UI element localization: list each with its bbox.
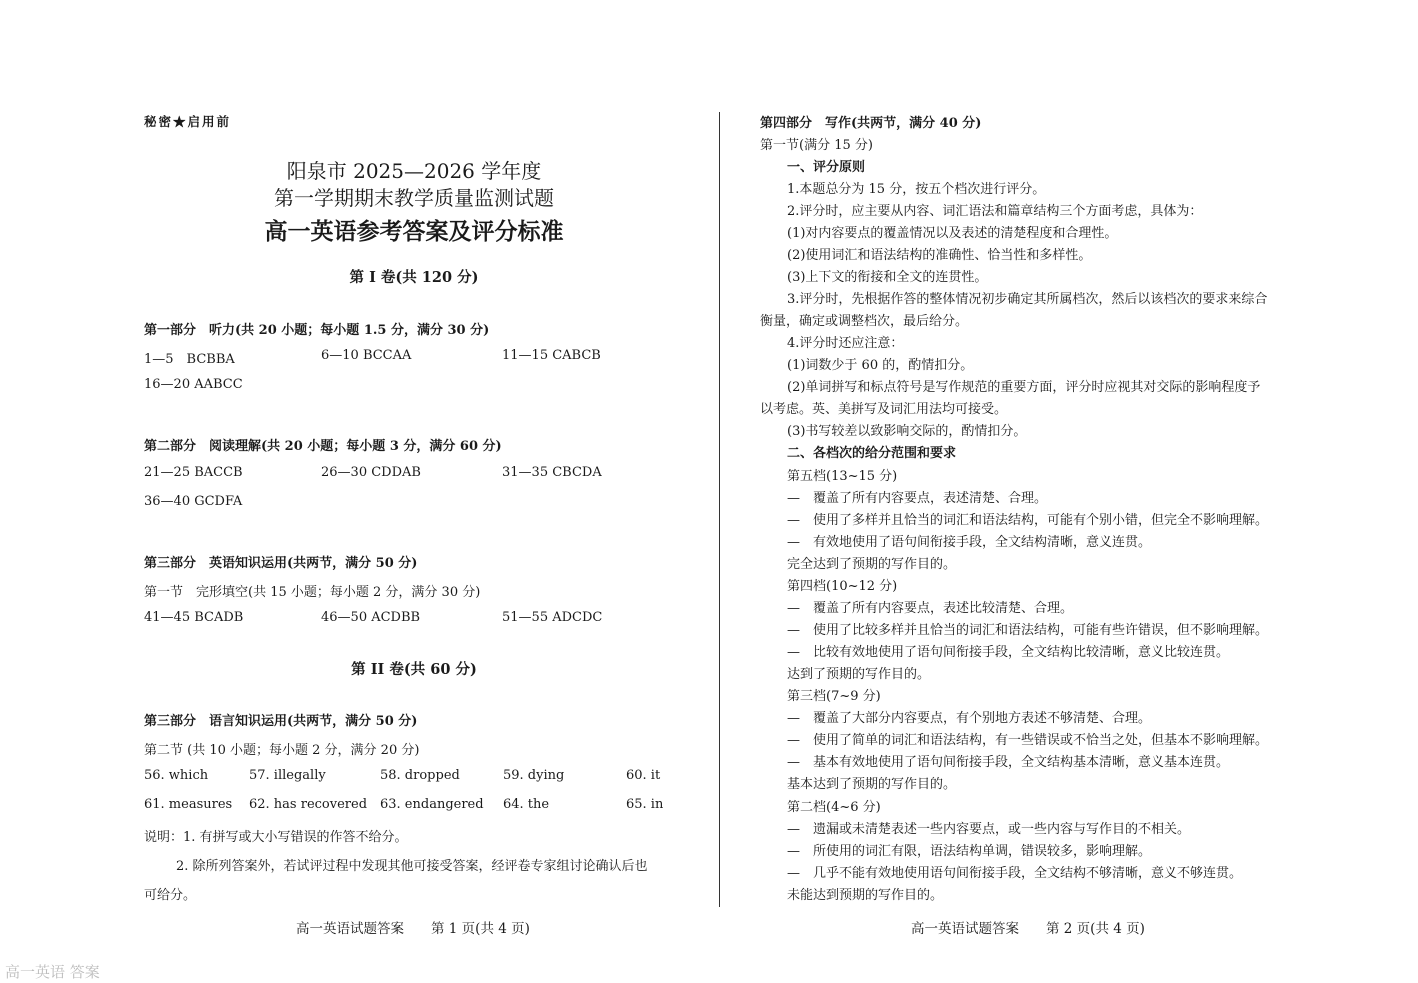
level-2-item: — 遗漏或未清楚表述一些内容要点，或一些内容与写作目的不相关。 [787, 822, 1191, 837]
level-3-item: — 使用了简单的词汇和语法结构，有一些错误或不恰当之处，但基本不影响理解。 [787, 733, 1269, 748]
level-5: 第五档(13~15 分) [787, 469, 898, 484]
level-5-item: — 有效地使用了语句间衔接手段，全文结构清晰，意义连贯。 [787, 535, 1152, 550]
fill-answer: 59. dying [503, 768, 565, 783]
fill-answer: 65. in [626, 797, 664, 812]
answer-group: 11—15 CABCB [502, 348, 601, 363]
principle-4b: (2)单词拼写和标点符号是写作规范的重要方面，评分时应视其对交际的影响程度予 [787, 380, 1261, 395]
principle-4c: (3)书写较差以致影响交际的，酌情扣分。 [787, 424, 1027, 439]
level-2: 第二档(4~6 分) [787, 800, 881, 815]
fill-answer: 64. the [503, 797, 550, 812]
main-title: 高一英语参考答案及评分标准 [264, 218, 564, 245]
level-5-summary: 完全达到了预期的写作目的。 [787, 557, 957, 572]
principle-2b: (2)使用词汇和语法结构的准确性、恰当性和多样性。 [787, 248, 1092, 263]
level-5-item: — 覆盖了所有内容要点，表述清楚、合理。 [787, 491, 1048, 506]
level-4: 第四档(10~12 分) [787, 579, 898, 594]
part3-section1: 第一节 完形填空(共 15 小题；每小题 2 分，满分 30 分) [144, 585, 481, 600]
level-2-summary: 未能达到预期的写作目的。 [787, 888, 944, 903]
principle-3: 3.评分时，先根据作答的整体情况初步确定其所属档次，然后以该档次的要求来综合 [787, 292, 1268, 307]
page-footer-right: 高一英语试题答案 第 2 页(共 4 页) [911, 921, 1145, 937]
level-3-summary: 基本达到了预期的写作目的。 [787, 777, 957, 792]
fill-answer: 57. illegally [249, 768, 326, 783]
watermark: 高一英语 答案 [5, 963, 100, 981]
level-4-item: — 覆盖了所有内容要点，表述比较清楚、合理。 [787, 601, 1074, 616]
level-2-item: — 所使用的词汇有限，语法结构单调，错误较多，影响理解。 [787, 844, 1152, 859]
volume-2-heading: 第 II 卷(共 60 分) [351, 661, 477, 678]
principle-2: 2.评分时，应主要从内容、词汇语法和篇章结构三个方面考虑，具体为： [787, 204, 1203, 219]
level-4-summary: 达到了预期的写作目的。 [787, 667, 931, 682]
answer-group: 46—50 ACDBB [321, 610, 421, 625]
fill-answer: 61. measures [144, 797, 233, 812]
principle-4b-cont: 以考虑。英、美拼写及词汇用法均可接受。 [760, 402, 1008, 417]
part3b-section2: 第二节 (共 10 小题；每小题 2 分，满分 20 分) [144, 743, 420, 758]
answer-group: 41—45 BCADB [144, 610, 244, 625]
answer-group: 26—30 CDDAB [321, 465, 421, 480]
level-2-item: — 几乎不能有效地使用语句间衔接手段，全文结构不够清晰，意义不够连贯。 [787, 866, 1243, 881]
answer-group: 36—40 GCDFA [144, 494, 243, 509]
level-3-item: — 基本有效地使用了语句间衔接手段，全文结构基本清晰，意义基本连贯。 [787, 755, 1230, 770]
note-2-cont: 可给分。 [144, 888, 197, 903]
principle-2c: (3)上下文的衔接和全文的连贯性。 [787, 270, 988, 285]
principle-4a: (1)词数少于 60 的，酌情扣分。 [787, 358, 974, 373]
fill-answer: 63. endangered [380, 797, 484, 812]
page-footer-left: 高一英语试题答案 第 1 页(共 4 页) [296, 921, 530, 937]
answer-group: 16—20 AABCC [144, 377, 243, 392]
fill-answer: 56. which [144, 768, 209, 783]
level-4-item: — 比较有效地使用了语句间衔接手段，全文结构比较清晰，意义比较连贯。 [787, 645, 1230, 660]
answer-group: 6—10 BCCAA [321, 348, 412, 363]
principle-4: 4.评分时还应注意： [787, 336, 904, 351]
answer-group: 51—55 ADCDC [502, 610, 603, 625]
confidential-label: 秘密★启用前 [144, 114, 232, 129]
answer-group: 21—25 BACCB [144, 465, 243, 480]
page-divider [719, 112, 720, 907]
answer-group: 31—35 CBCDA [502, 465, 602, 480]
fill-answer: 58. dropped [380, 768, 460, 783]
section1-label: 第一节(满分 15 分) [760, 138, 873, 153]
level-5-item: — 使用了多样并且恰当的词汇和语法结构，可能有个别小错，但完全不影响理解。 [787, 513, 1269, 528]
note-1: 说明：1. 有拼写或大小写错误的作答不给分。 [144, 830, 408, 845]
title-line-2: 第一学期期末教学质量监测试题 [274, 186, 554, 210]
principle-2a: (1)对内容要点的覆盖情况以及表述的清楚程度和合理性。 [787, 226, 1118, 241]
note-2: 2. 除所列答案外，若试评过程中发现其他可接受答案，经评卷专家组讨论确认后也 [176, 859, 648, 874]
fill-answer: 60. it [626, 768, 661, 783]
part4-heading: 第四部分 写作(共两节，满分 40 分) [760, 116, 982, 131]
title-line-1: 阳泉市 2025—2026 学年度 [286, 159, 542, 183]
principle-1: 1.本题总分为 15 分，按五个档次进行评分。 [787, 182, 1046, 197]
volume-1-heading: 第 I 卷(共 120 分) [349, 269, 479, 286]
levels-title: 二、各档次的给分范围和要求 [787, 446, 957, 461]
principle-3-cont: 衡量，确定或调整档次，最后给分。 [760, 314, 969, 329]
part1-heading: 第一部分 听力(共 20 小题；每小题 1.5 分，满分 30 分) [144, 323, 490, 338]
level-3-item: — 覆盖了大部分内容要点，有个别地方表述不够清楚、合理。 [787, 711, 1152, 726]
part3-heading: 第三部分 英语知识运用(共两节，满分 50 分) [144, 556, 418, 571]
fill-answer: 62. has recovered [249, 797, 368, 812]
part3b-heading: 第三部分 语言知识运用(共两节，满分 50 分) [144, 714, 418, 729]
part2-heading: 第二部分 阅读理解(共 20 小题；每小题 3 分，满分 60 分) [144, 439, 502, 454]
principles-title: 一、评分原则 [787, 160, 866, 175]
answer-group: 1—5 BCBBA [144, 352, 235, 367]
level-4-item: — 使用了比较多样并且恰当的词汇和语法结构，可能有些许错误，但不影响理解。 [787, 623, 1269, 638]
level-3: 第三档(7~9 分) [787, 689, 881, 704]
